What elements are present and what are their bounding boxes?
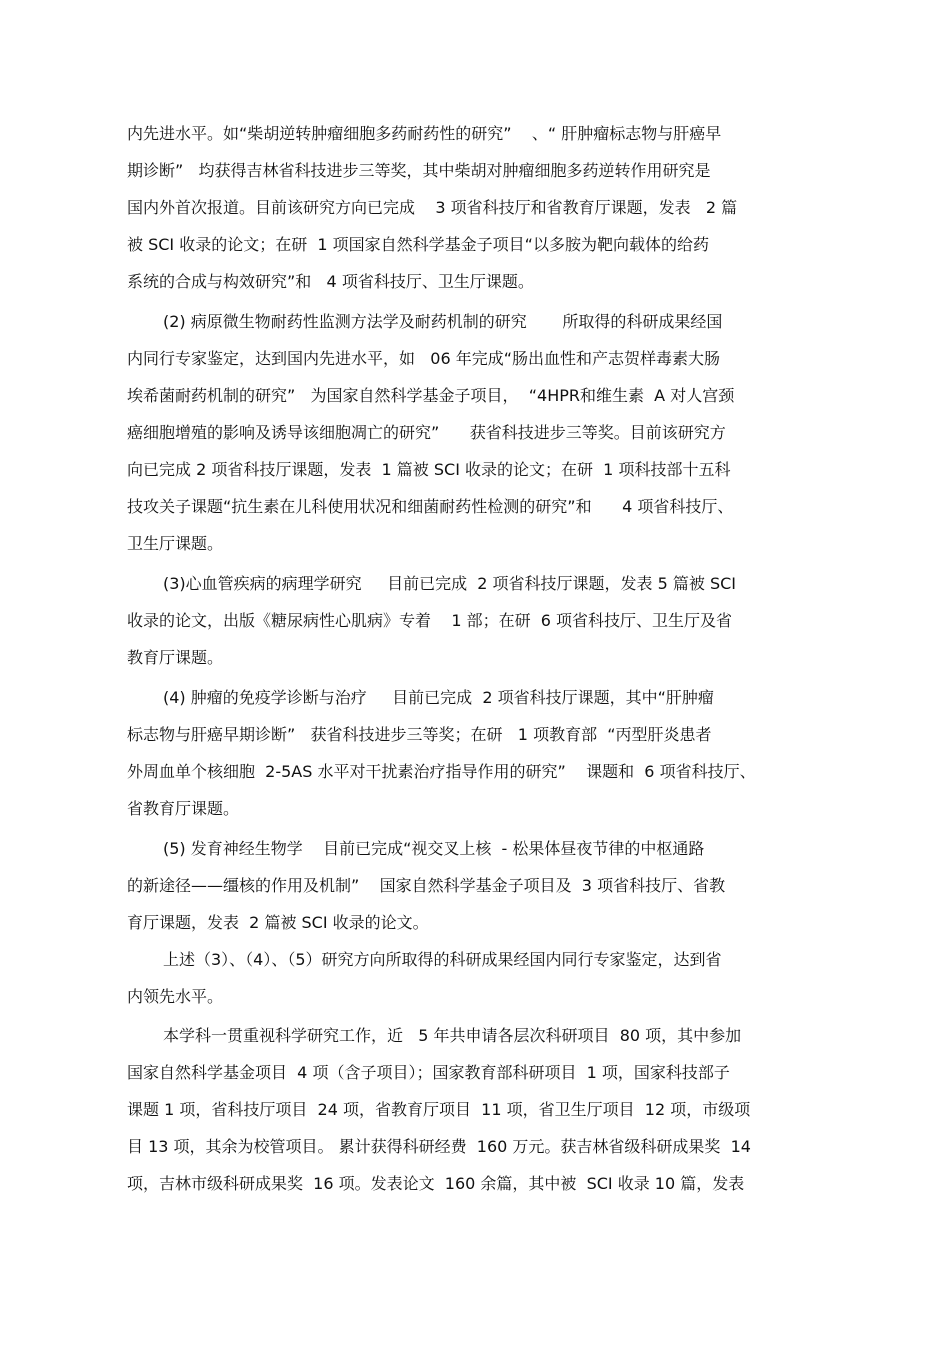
text-line: 国家自然科学基金项目 4 项（含子项目）；国家教育部科研项目 1 项，国家科技部子 [127,1063,730,1082]
text-line: 标志物与肝癌早期诊断” 获省科技进步三等奖；在研 1 项教育部 “丙型肝炎患者 [127,725,712,744]
text-line: 教育厅课题。 [127,648,224,667]
text-line: 癌细胞增殖的影响及诱导该细胞凋亡的研究” 获省科技进步三等奖。目前该研究方 [127,423,726,442]
text-line: 系统的合成与构效研究”和 4 项省科技厅、卫生厅课题。 [127,272,534,291]
paragraph-summary-start: 上述（3）、（4）、（5）研究方向所取得的科研成果经国内同行专家鉴定，达到省 [163,950,722,969]
paragraph-2-start: (2) 病原微生物耐药性监测方法学及耐药机制的研究 所取得的科研成果经国 [163,312,723,331]
paragraph-4-start: (4) 肿瘤的免疫学诊断与治疗 目前已完成 2 项省科技厅课题，其中“肝肿瘤 [163,688,714,707]
paragraph-funding-start: 本学科一贯重视科学研究工作，近 5 年共申请各层次科研项目 80 项，其中参加 [163,1026,742,1045]
text-line: 国内外首次报道。目前该研究方向已完成 3 项省科技厅和省教育厅课题，发表 2 篇 [127,198,738,217]
text-line: 期诊断” 均获得吉林省科技进步三等奖，其中柴胡对肿瘤细胞多药逆转作用研究是 [127,161,711,180]
text-line: 项，吉林市级科研成果奖 16 项。发表论文 160 余篇，其中被 SCI 收录 10 篇，发表 [127,1174,745,1193]
text-line: 育厅课题，发表 2 篇被 SCI 收录的论文。 [127,913,429,932]
text-line: 内领先水平。 [127,987,224,1006]
text-line: 埃希菌耐药机制的研究” 为国家自然科学基金子项目， “4HPR和维生素 A 对人宫颈 [127,386,735,405]
text-line: 目 13 项，其余为校管项目。 累计获得科研经费 160 万元。获吉林省级科研成果奖 14 [127,1137,751,1156]
text-line: 被 SCI 收录的论文；在研 1 项国家自然科学基金子项目“以多胺为靶向载体的给药 [127,235,709,254]
text-line: 课题 1 项，省科技厅项目 24 项，省教育厅项目 11 项，省卫生厅项目 12 项，市级项 [127,1100,751,1119]
text-line: 省教育厅课题。 [127,799,240,818]
text-line: 卫生厅课题。 [127,534,224,553]
text-line: 的新途径——缰核的作用及机制” 国家自然科学基金子项目及 3 项省科技厅、省教 [127,876,726,895]
text-line: 内同行专家鉴定，达到国内先进水平，如 06 年完成“肠出血性和产志贺样毒素大肠 [127,349,720,368]
text-line: 收录的论文，出版《糖尿病性心肌病》专着 1 部；在研 6 项省科技厅、卫生厅及省 [127,611,733,630]
text-line: 内先进水平。如“柴胡逆转肿瘤细胞多药耐药性的研究” 、“ 肝肿瘤标志物与肝癌早 [127,124,722,143]
text-line: 向已完成 2 项省科技厅课题，发表 1 篇被 SCI 收录的论文；在研 1 项科技部十五科 [127,460,731,479]
paragraph-3-start: (3)心血管疾病的病理学研究 目前已完成 2 项省科技厅课题，发表 5 篇被 SCI [163,574,737,593]
text-line: 外周血单个核细胞 2-5AS 水平对干扰素治疗指导作用的研究” 课题和 6 项省科技厅、 [127,762,756,781]
text-line: 技攻关子课题“抗生素在儿科使用状况和细菌耐药性检测的研究”和 4 项省科技厅、 [127,497,734,516]
paragraph-5-start: (5) 发育神经生物学 目前已完成“视交叉上核 - 松果体昼夜节律的中枢通路 [163,839,705,858]
